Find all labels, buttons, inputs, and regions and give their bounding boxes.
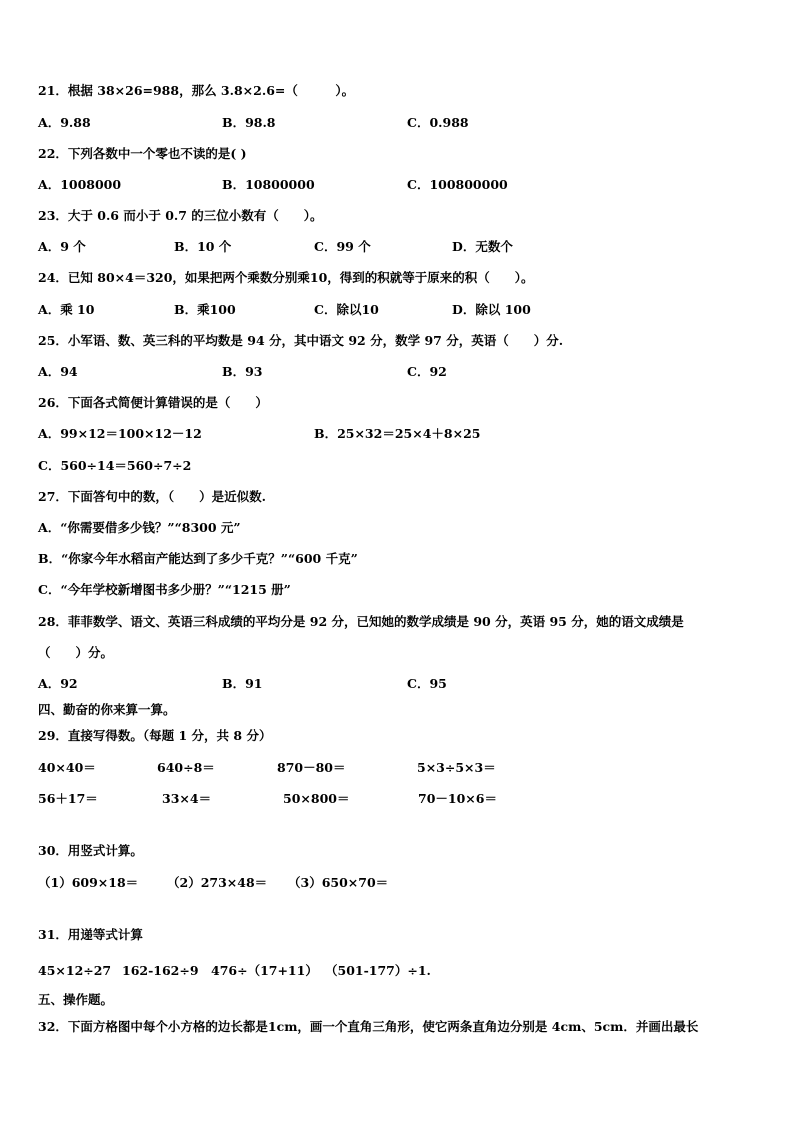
question-25-option-b: B．93 [222,364,263,379]
oral-calc-item: 33×4＝ [162,791,212,806]
vertical-calc-item: （1）609×18＝ [38,875,139,890]
oral-calc-item: 40×40＝ [38,760,96,775]
question-22-option-b: B．10800000 [222,177,315,192]
question-25-stem: 25．小军语、数、英三科的平均数是 94 分，其中语文 92 分，数学 97 分，英语（ ）分. [38,333,564,348]
step-calc-item: 45×12÷27 [38,963,112,978]
step-calc-item: （501-177）÷1. [325,963,431,978]
question-24-option-b: B．乘100 [174,302,236,317]
question-27-option-c: C．“今年学校新增图书多少册？”“1215 册” [38,582,291,597]
oral-calc-item: 640÷8＝ [157,760,215,775]
oral-calc-item: 50×800＝ [283,791,350,806]
question-22-option-c: C．100800000 [407,177,508,192]
question-23-option-d: D．无数个 [452,239,513,254]
oral-calc-item: 70－10×6＝ [418,791,497,806]
question-24-option-a: A．乘 10 [38,302,95,317]
question-26-option-b: B．25×32＝25×4＋8×25 [314,426,481,441]
question-22-option-a: A．1008000 [38,177,122,192]
oral-calc-item: 870－80＝ [277,760,346,775]
question-23-stem: 23．大于 0.6 而小于 0.7 的三位小数有（ ）。 [38,208,323,223]
question-25-option-a: A．94 [38,364,78,379]
question-23-option-a: A．9 个 [38,239,86,254]
question-30-stem: 30．用竖式计算。 [38,843,143,858]
question-28-stem-continued: （ ）分。 [38,645,114,660]
question-31-stem: 31．用递等式计算 [38,927,143,942]
vertical-calc-item: （3）650×70＝ [288,875,389,890]
question-23-option-c: C．99 个 [314,239,371,254]
oral-calc-item: 56＋17＝ [38,791,98,806]
question-28-option-b: B．91 [222,676,263,691]
question-27-stem: 27．下面答句中的数，（ ）是近似数. [38,489,266,504]
question-24-stem: 24．已知 80×4＝320，如果把两个乘数分别乘10，得到的积就等于原来的积（ ）。 [38,270,534,285]
question-21-option-a: A．9.88 [38,115,91,130]
question-29-stem: 29．直接写得数。（每题 1 分，共 8 分） [38,728,272,743]
question-24-option-c: C．除以10 [314,302,379,317]
question-28-stem: 28．菲菲数学、语文、英语三科成绩的平均分是 92 分，已知她的数学成绩是 90 分，英语 95 分，她的语文成绩是 [38,614,684,629]
vertical-calc-item: （2）273×48＝ [167,875,268,890]
question-23-option-b: B．10 个 [174,239,232,254]
question-28-option-a: A．92 [38,676,78,691]
question-28-option-c: C．95 [407,676,447,691]
question-27-option-a: A．“你需要借多少钱？”“8300 元” [38,520,241,535]
question-26-option-a: A．99×12＝100×12－12 [38,426,202,441]
step-calc-item: 476÷（17+11） [211,963,318,978]
question-27-option-b: B．“你家今年水稻亩产能达到了多少千克？”“600 千克” [38,551,358,566]
question-21-option-c: C．0.988 [407,115,469,130]
question-21-option-b: B．98.8 [222,115,276,130]
step-calc-item: 162-162÷9 [122,963,199,978]
oral-calc-item: 5×3÷5×3＝ [417,760,496,775]
section-4-heading: 四、勤奋的你来算一算。 [38,702,176,717]
question-22-stem: 22．下列各数中一个零也不读的是( ) [38,146,247,161]
question-26-stem: 26．下面各式简便计算错误的是（ ） [38,395,268,410]
question-32-stem: 32．下面方格图中每个小方格的边长都是1cm，画一个直角三角形，使它两条直角边分别是 4cm、5cm．并画出最长 [38,1019,699,1034]
question-24-option-d: D．除以 100 [452,302,531,317]
section-5-heading: 五、操作题。 [38,992,114,1007]
question-26-option-c: C．560÷14＝560÷7÷2 [38,458,192,473]
question-21-stem: 21．根据 38×26=988，那么 3.8×2.6=（ ）。 [38,83,355,98]
question-25-option-c: C．92 [407,364,447,379]
